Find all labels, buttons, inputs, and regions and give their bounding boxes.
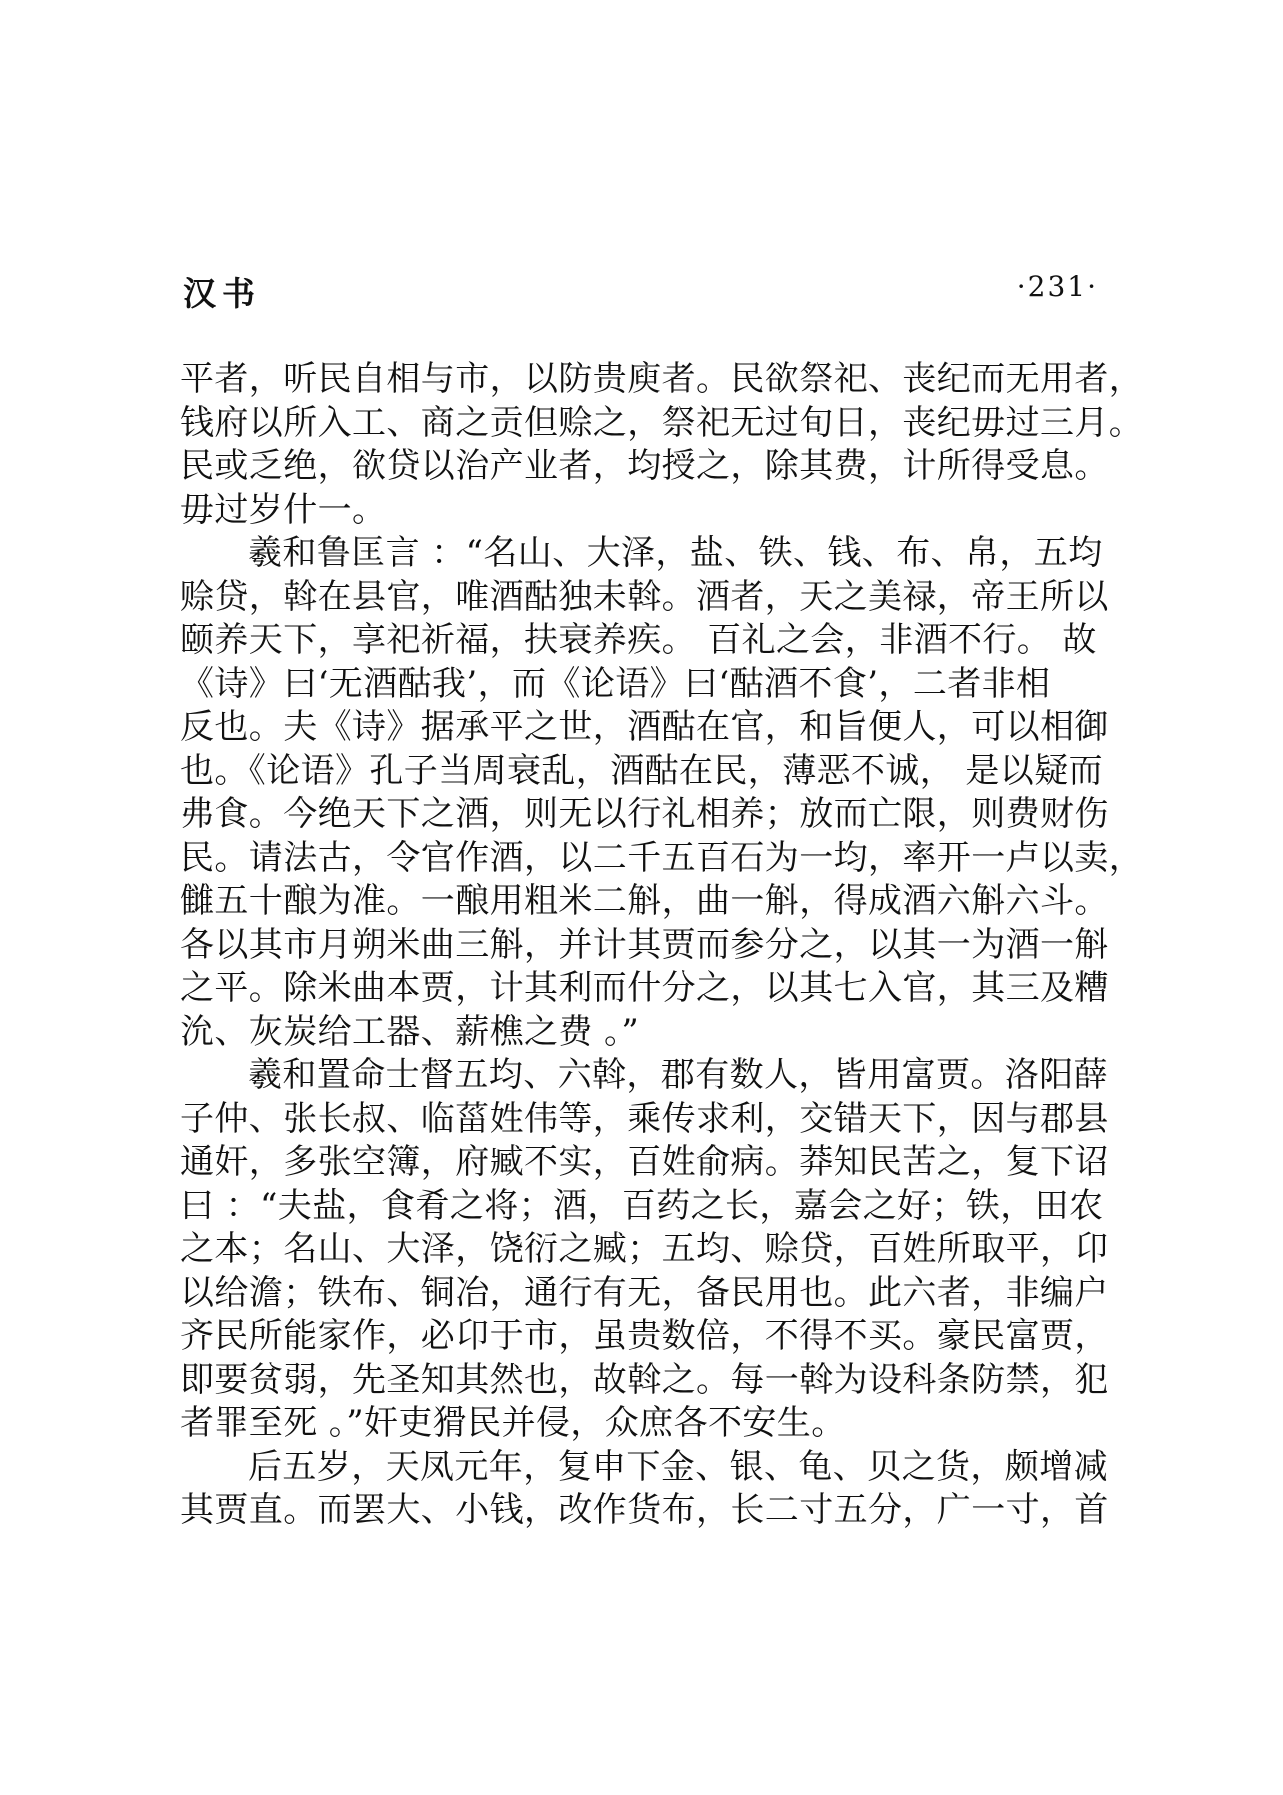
text-line: 弗食。今绝天下之酒，则无以行礼相养；放而亡限，则费财伤	[180, 794, 1109, 834]
text-line: 民或乏绝，欲贷以治产业者，均授之，除其费，计所得受息。	[180, 446, 1109, 486]
text-line: 沇、灰炭给工器、薪樵之费 。”	[180, 1011, 640, 1052]
text-line: 也。《论语》孔子当周衰乱，酒酤在民，薄恶不诚， 是以疑而	[180, 750, 1104, 791]
text-line-paragraph-start: 后五岁，天凤元年，复申下金、银、龟、贝之货，颇增减	[248, 1446, 1108, 1487]
text-line: 毋过岁什一。	[180, 489, 387, 530]
text-line: 《诗》曰‘无酒酤我’，而《论语》曰‘酤酒不食’，二者非相	[180, 663, 1051, 704]
page-header	[183, 268, 1098, 318]
text-line: 其贾直。而罢大、小钱，改作货布，长二寸五分，广一寸，首	[180, 1490, 1109, 1530]
body-text	[180, 358, 1144, 1533]
text-line: 平者，听民自相与市，以防贵庾者。民欲祭祀、丧纪而无用者，	[180, 359, 1144, 399]
text-line: 齐民所能家作，必卬于市，虽贵数倍，不得不买。豪民富贾，	[180, 1316, 1109, 1356]
text-line: 各以其市月朔米曲三斛，并计其贾而参分之，以其一为酒一斛	[180, 924, 1109, 965]
text-line: 民。请法古，令官作酒，以二千五百石为一均，率开一卢以卖，	[180, 837, 1144, 878]
text-line: 钱府以所入工、商之贡但赊之，祭祀无过旬日，丧纪毋过三月。	[180, 402, 1144, 443]
text-line: 即要贫弱，先圣知其然也，故斡之。每一斡为设科条防禁，犯	[180, 1359, 1109, 1400]
text-line-paragraph-start: 羲和鲁匡言 ：“名山、大泽，盐、铁、钱、布、帛，五均	[248, 533, 1103, 573]
text-line: 反也。夫《诗》据承平之世，酒酤在官，和旨便人，可以相御	[180, 707, 1109, 747]
text-line: 赊贷，斡在县官，唯酒酤独未斡。酒者，天之美禄，帝王所以	[180, 576, 1109, 617]
text-line: 通奸，多张空簿，府臧不实，百姓俞病。莽知民苦之，复下诏	[180, 1142, 1109, 1182]
running-title: 汉书	[183, 274, 261, 313]
text-line: 曰 ：“夫盐，食肴之将；酒，百药之长，嘉会之好；铁，田农	[180, 1185, 1104, 1226]
text-line: 之本；名山、大泽，饶衍之臧；五均、赊贷，百姓所取平，卬	[180, 1229, 1109, 1269]
text-line-paragraph-start: 羲和置命士督五均、六斡，郡有数人，皆用富贾。洛阳薛	[248, 1055, 1108, 1095]
text-line: 者罪至死 。”奸吏猾民并侵，众庶各不安生。	[180, 1403, 846, 1443]
page-number: ·231·	[1016, 270, 1098, 303]
text-line: 颐养天下，享祀祈福，扶衰养疾。 百礼之会，非酒不行。 故	[180, 620, 1097, 660]
text-line: 子仲、张长叔、临菑姓伟等，乘传求利，交错天下，因与郡县	[180, 1098, 1109, 1139]
text-line: 以给澹；铁布、铜冶，通行有无，备民用也。此六者，非编户	[180, 1272, 1109, 1313]
text-line: 之平。除米曲本贾，计其利而什分之，以其七入官，其三及糟	[180, 968, 1109, 1008]
text-line: 雠五十酿为准。一酿用粗米二斛，曲一斛，得成酒六斛六斗。	[180, 881, 1109, 921]
